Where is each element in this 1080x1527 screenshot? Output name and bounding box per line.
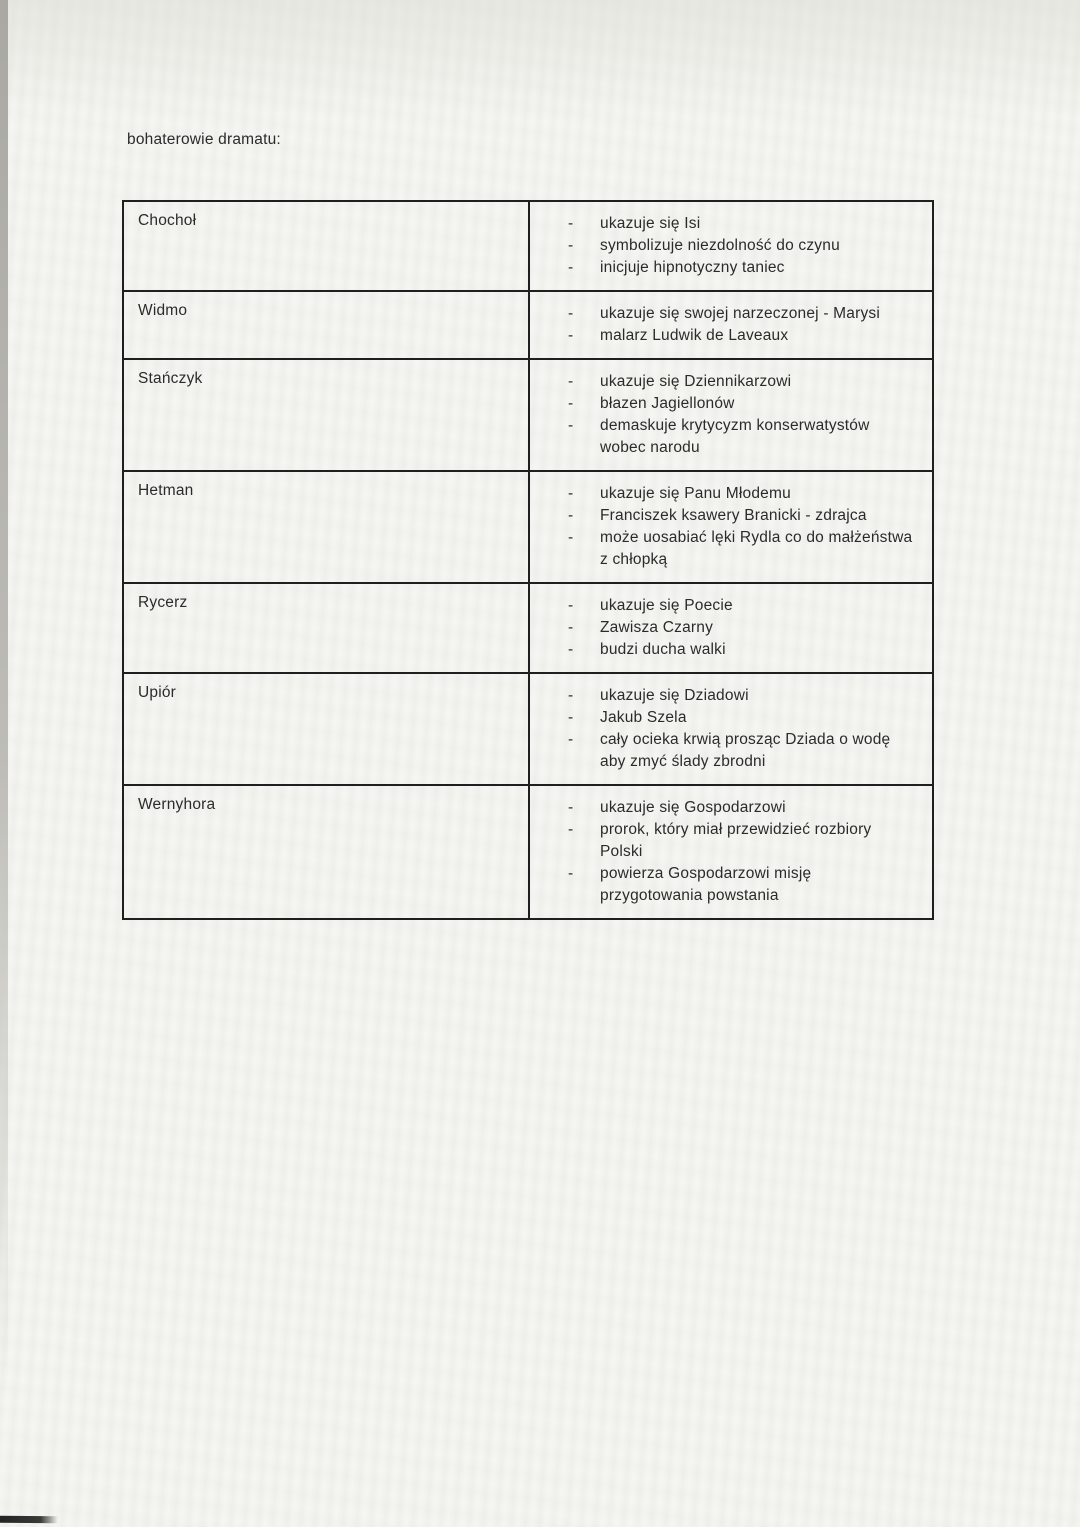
note-item (568, 595, 918, 617)
character-name-cell: Stańczyk (124, 360, 530, 470)
note-text: Jakub Szela (600, 709, 687, 726)
bullet-dash: - (568, 687, 574, 704)
note-text: ukazuje się Panu Młodemu (600, 485, 791, 502)
note-text: błazen Jagiellonów (600, 395, 735, 412)
note-text: ukazuje się Poecie (600, 597, 733, 614)
characters-table (122, 200, 934, 920)
character-name-cell: Widmo (124, 292, 530, 358)
character-notes-cell (530, 674, 932, 784)
bullet-dash: - (568, 507, 574, 524)
note-item (568, 707, 918, 729)
bullet-dash: - (568, 237, 574, 254)
note-item (568, 505, 918, 527)
bullet-dash: - (568, 485, 574, 502)
scan-artifact-mark (0, 1516, 58, 1524)
table-row (124, 358, 932, 470)
bullet-dash: - (568, 259, 574, 276)
bullet-dash: - (568, 417, 574, 434)
note-item (568, 639, 918, 661)
bullet-dash: - (568, 395, 574, 412)
table-row (124, 290, 932, 358)
table-row (124, 672, 932, 784)
character-notes-cell (530, 202, 932, 290)
note-text: prorok, który miał przewidzieć rozbiory Polski (600, 821, 872, 860)
table-row (124, 582, 932, 672)
note-item (568, 685, 918, 707)
note-text: może uosabiać lęki Rydla co do małżeństwa z chłopką (600, 529, 913, 568)
note-text: budzi ducha walki (600, 641, 726, 658)
table-row (124, 470, 932, 582)
note-text: ukazuje się swojej narzeczonej - Marysi (600, 305, 881, 322)
bullet-dash: - (568, 597, 574, 614)
bullet-dash: - (568, 215, 574, 232)
note-text: ukazuje się Isi (600, 215, 701, 232)
note-item (568, 819, 918, 863)
character-name-cell: Upiór (124, 674, 530, 784)
bullet-dash: - (568, 619, 574, 636)
note-item (568, 235, 918, 257)
bullet-dash: - (568, 529, 574, 546)
note-item (568, 483, 918, 505)
page-title: bohaterowie dramatu: (127, 131, 281, 148)
note-text: malarz Ludwik de Laveaux (600, 327, 789, 344)
note-text: demaskuje krytycyzm konserwatystów wobec narodu (600, 417, 870, 456)
note-item (568, 729, 918, 773)
note-text: powierza Gospodarzowi misję przygotowania powstania (600, 865, 812, 904)
note-item (568, 371, 918, 393)
character-name-cell: Hetman (124, 472, 530, 582)
character-name-cell: Chochoł (124, 202, 530, 290)
note-text: symbolizuje niezdolność do czynu (600, 237, 840, 254)
note-text: ukazuje się Gospodarzowi (600, 799, 786, 816)
note-item (568, 797, 918, 819)
character-notes-cell (530, 584, 932, 672)
character-notes-cell (530, 472, 932, 582)
note-text: Zawisza Czarny (600, 619, 714, 636)
bullet-dash: - (568, 641, 574, 658)
note-item (568, 325, 918, 347)
note-text: ukazuje się Dziennikarzowi (600, 373, 792, 390)
note-item (568, 393, 918, 415)
note-item (568, 303, 918, 325)
character-notes-cell (530, 786, 932, 918)
character-notes-cell (530, 360, 932, 470)
bullet-dash: - (568, 305, 574, 322)
note-item (568, 257, 918, 279)
note-text: inicjuje hipnotyczny taniec (600, 259, 785, 276)
note-item (568, 213, 918, 235)
character-notes-cell (530, 292, 932, 358)
character-name-cell: Rycerz (124, 584, 530, 672)
bullet-dash: - (568, 731, 574, 748)
note-item (568, 415, 918, 459)
bullet-dash: - (568, 373, 574, 390)
character-name-cell: Wernyhora (124, 786, 530, 918)
bullet-dash: - (568, 799, 574, 816)
note-text: ukazuje się Dziadowi (600, 687, 749, 704)
bullet-dash: - (568, 327, 574, 344)
bullet-dash: - (568, 821, 574, 838)
note-text: cały ocieka krwią prosząc Dziada o wodę aby zmyć ślady zbrodni (600, 731, 891, 770)
table-row (124, 784, 932, 918)
note-item (568, 527, 918, 571)
note-text: Franciszek ksawery Branicki - zdrajca (600, 507, 867, 524)
bullet-dash: - (568, 865, 574, 882)
table-row (124, 202, 932, 290)
note-item (568, 863, 918, 907)
note-item (568, 617, 918, 639)
bullet-dash: - (568, 709, 574, 726)
scan-edge-shadow (0, 0, 8, 1380)
